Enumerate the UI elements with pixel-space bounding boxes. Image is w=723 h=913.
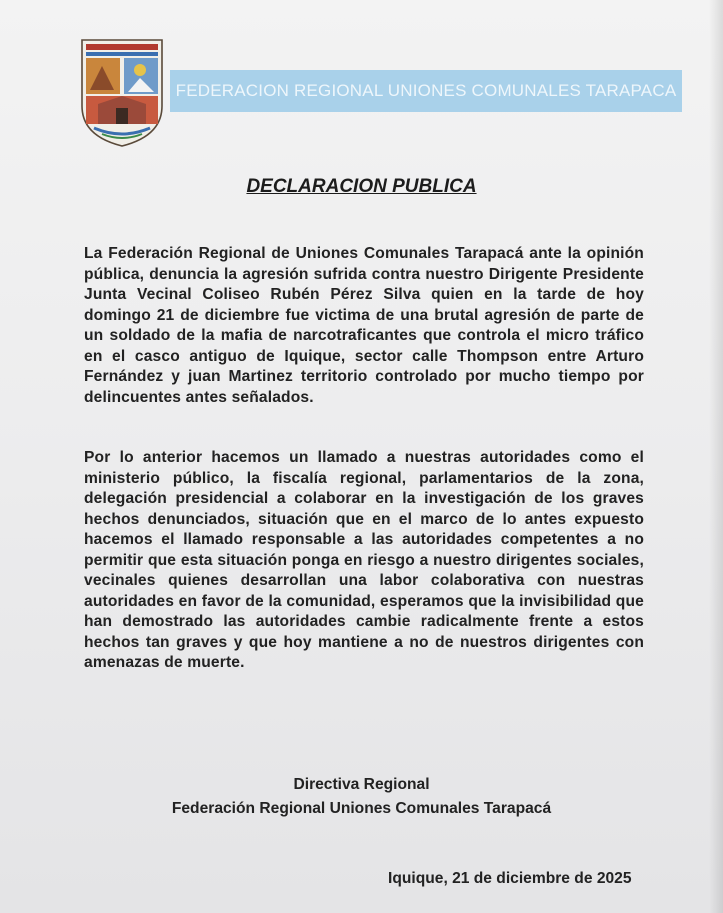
signature-line-2: Federación Regional Uniones Comunales Tarapacá	[171, 800, 552, 817]
document-title: DECLARACION PUBLICA	[246, 176, 477, 197]
header-banner	[170, 70, 682, 112]
paragraph-1: La Federación Regional de Uniones Comunales Tarapacá ante la opinión pública, denuncia la agresión sufrida contra nuestro Dirigente Presidente Junta Vecinal Coliseo Rubén Pérez Silva quien en la tarde de hoy domingo 21 de diciembre fue victima de una brutal agresión de parte de un soldado de la mafia de narcotraficantes que controla el micro tráfico en el casco antiguo de Iquique, sector calle Thompson entre Arturo Fernández y juan Martinez territorio controlado por mucho tiempo por delincuentes antes señalados.	[84, 245, 644, 406]
signature-line-1: Directiva Regional	[293, 776, 430, 793]
banner-text: FEDERACION REGIONAL UNIONES COMUNALES TARAPACA	[175, 81, 677, 100]
page-edge-shadow	[709, 0, 723, 913]
federation-crest-logo	[80, 36, 164, 148]
place-date: Iquique, 21 de diciembre de 2025	[388, 870, 632, 887]
paragraph-2: Por lo anterior hacemos un llamado a nuestras autoridades como el ministerio público, la fiscalía regional, parlamentarios de la zona, delegación presidencial a colaborar en la investigación de los graves hechos denunciados, situación que en el marco de lo antes expuesto hacemos el llamado responsable a las autoridades competentes a no permitir que esta situación ponga en riesgo a nuestro dirigentes sociales, vecinales quienes desarrollan una labor colaborativa con nuestras autoridades en favor de la comunidad, esperamos que la invisibilidad que han demostrado las autoridades cambie radicalmente frente a estos hechos tan graves y que hoy mantiene a no de nuestros dirigentes con amenazas de muerte.	[84, 449, 644, 671]
